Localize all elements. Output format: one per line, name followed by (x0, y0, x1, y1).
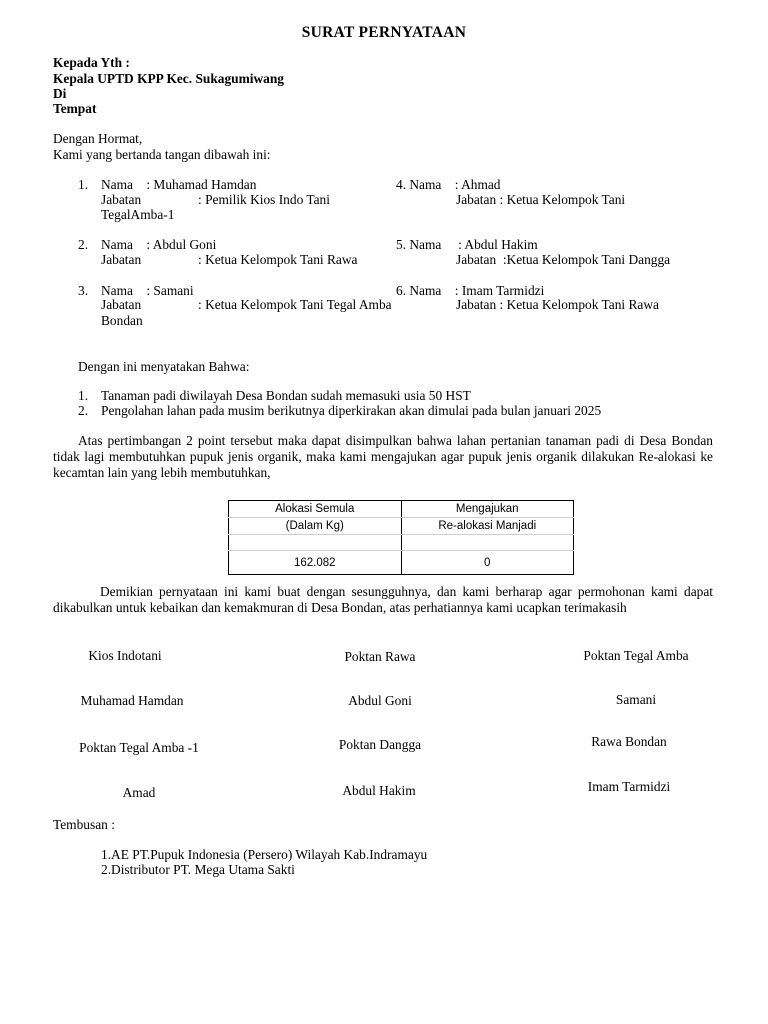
signer-5-name: 5. Nama : Abdul Hakim (396, 237, 538, 252)
signer-1-position: : Pemilik Kios Indo Tani (198, 192, 330, 207)
signature-org-1: Kios Indotani (88, 648, 162, 663)
signer-2-name: Nama : Abdul Goni (101, 237, 217, 252)
signature-name-2: Abdul Goni (348, 693, 412, 708)
signer-2-number: 2. (78, 237, 89, 252)
recipient-line-2: Kepala UPTD KPP Kec. Sukagumiwang (53, 71, 285, 86)
signer-3-position: : Ketua Kelompok Tani Tegal Amba (198, 297, 392, 312)
signature-org-2: Poktan Rawa (344, 649, 416, 664)
greeting: Dengan Hormat, (53, 131, 143, 146)
signature-name-6: Imam Tarmidzi (587, 779, 671, 794)
signer-6-position: Jabatan : Ketua Kelompok Tani Rawa (456, 297, 659, 312)
signer-1-name: Nama : Muhamad Hamdan (101, 177, 257, 192)
signature-org-4: Poktan Tegal Amba -1 (79, 740, 199, 755)
intro-text: Kami yang bertanda tangan dibawah ini: (53, 147, 271, 162)
signature-org-3: Poktan Tegal Amba (583, 648, 689, 663)
signer-1-number: 1. (78, 177, 89, 192)
signer-3-number: 3. (78, 283, 89, 298)
conclusion-paragraph: Atas pertimbangan 2 point tersebut maka dapat disimpulkan bahwa lahan pertanian tanaman padi di Desa Bondan tidak lagi membutuhkan pupuk jenis organik, maka kami mengajukan agar pupuk jenis organik dilakukan Re-alokasi ke kecamtan lain yang lebih membutuhkan, (53, 433, 713, 480)
signature-name-1: Muhamad Hamdan (80, 693, 184, 708)
signer-5-position: Jabatan :Ketua Kelompok Tani Dangga (456, 252, 671, 267)
signer-4-name: 4. Nama : Ahmad (396, 177, 501, 192)
signer-1-position-wrap: TegalAmba-1 (101, 207, 175, 222)
table-empty-cell (229, 535, 402, 551)
table-header-allocation: Alokasi Semula (229, 501, 402, 518)
point-1-number: 1. (78, 388, 89, 403)
table-empty-cell (401, 535, 574, 551)
signature-org-5: Poktan Dangga (338, 737, 422, 752)
signature-name-5: Abdul Hakim (342, 783, 416, 798)
table-header-request-sub: Re-alokasi Manjadi (401, 518, 574, 535)
table-value-request: 0 (401, 551, 574, 575)
statement-intro: Dengan ini menyatakan Bahwa: (78, 359, 250, 374)
recipient-line-1: Kepada Yth : (53, 55, 130, 70)
cc-label: Tembusan : (53, 817, 115, 832)
recipient-line-3: Di (53, 86, 67, 101)
table-value-allocation: 162.082 (229, 551, 402, 575)
signature-org-6: Rawa Bondan (591, 734, 667, 749)
point-2-number: 2. (78, 403, 89, 418)
recipient-line-4: Tempat (53, 101, 97, 116)
signer-2-position-label: Jabatan (101, 252, 142, 267)
document-title: SURAT PERNYATAAN (301, 24, 467, 41)
table-header-request: Mengajukan (401, 501, 574, 518)
signer-3-name: Nama : Samani (101, 283, 194, 298)
signature-name-4: Amad (122, 785, 156, 800)
signature-name-3: Samani (615, 692, 657, 707)
closing-paragraph: Demikian pernyataan ini kami buat dengan sesungguhnya, dan kami berharap agar permohonan kami dapat dikabulkan untuk kebaikan dan kemakmuran di Desa Bondan, atas perhatiannya kami ucapkan terimakasih (53, 584, 713, 615)
table-header-allocation-unit: (Dalam Kg) (229, 518, 402, 535)
signer-4-position: Jabatan : Ketua Kelompok Tani (456, 192, 626, 207)
cc-item-2: 2.Distributor PT. Mega Utama Sakti (101, 862, 295, 877)
signer-1-position-label: Jabatan (101, 192, 142, 207)
signer-3-position-label: Jabatan (101, 297, 142, 312)
point-1-text: Tanaman padi diwilayah Desa Bondan sudah memasuki usia 50 HST (101, 388, 471, 403)
signer-2-position: : Ketua Kelompok Tani Rawa (198, 252, 358, 267)
signer-3-position-wrap: Bondan (101, 313, 143, 328)
allocation-table (228, 500, 574, 575)
cc-item-1: 1.AE PT.Pupuk Indonesia (Persero) Wilayah Kab.Indramayu (101, 847, 428, 862)
point-2-text: Pengolahan lahan pada musim berikutnya diperkirakan akan dimulai pada bulan januari 2025 (101, 403, 602, 418)
signer-6-name: 6. Nama : Imam Tarmidzi (396, 283, 545, 298)
